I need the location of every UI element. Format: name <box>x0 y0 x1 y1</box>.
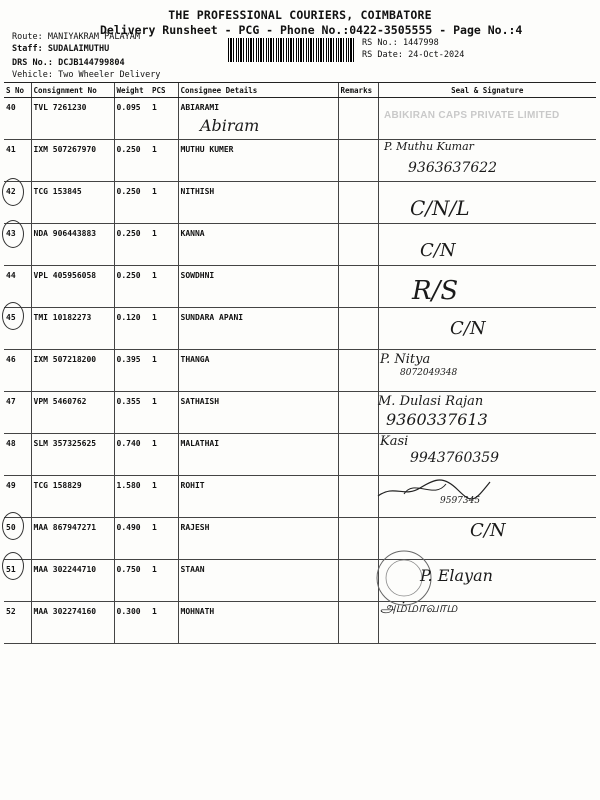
barcode <box>228 38 354 62</box>
cell-pcs: 1 <box>150 182 178 224</box>
rs-no-label: RS No.: <box>362 38 398 48</box>
drs-line <box>12 58 125 68</box>
cell-pcs: 1 <box>150 518 178 560</box>
cell-consignee: SATHAISH <box>178 392 338 434</box>
note-43: C/N <box>420 240 456 261</box>
cell-sno: 46 <box>4 350 31 392</box>
cell-weight: 0.355 <box>114 392 150 434</box>
cell-weight: 0.250 <box>114 266 150 308</box>
cell-seal-signature <box>378 224 596 266</box>
cell-consignment-no: VPL 405956058 <box>31 266 114 308</box>
route-label: Route: <box>12 32 43 42</box>
cell-pcs: 1 <box>150 98 178 140</box>
cell-consignment-no: MAA 302274160 <box>31 602 114 644</box>
col-consignment: Consignment No <box>31 83 114 98</box>
table-row <box>4 518 596 560</box>
signature-47: M. Dulasi Rajan <box>378 394 484 409</box>
note-42: C/N/L <box>410 196 470 220</box>
signature-46: P. Nitya <box>380 352 431 367</box>
cell-seal-signature <box>378 266 596 308</box>
cell-pcs: 1 <box>150 434 178 476</box>
cell-sno: 44 <box>4 266 31 308</box>
cell-weight: 0.490 <box>114 518 150 560</box>
cell-weight: 0.250 <box>114 182 150 224</box>
cell-consignee: STAAN <box>178 560 338 602</box>
note-45: C/N <box>450 318 486 339</box>
cell-consignee: MALATHAI <box>178 434 338 476</box>
cell-sno: 52 <box>4 602 31 644</box>
note-44: R/S <box>412 276 459 306</box>
table-row <box>4 350 596 392</box>
circle-mark-45 <box>2 302 24 330</box>
cell-weight: 0.300 <box>114 602 150 644</box>
cell-weight: 0.395 <box>114 350 150 392</box>
cell-consignment-no: SLM 357325625 <box>31 434 114 476</box>
cell-sno: 41 <box>4 140 31 182</box>
cell-remarks <box>338 476 378 518</box>
cell-pcs: 1 <box>150 308 178 350</box>
cell-consignee: SOWDHNI <box>178 266 338 308</box>
cell-consignment-no: IXM 507218200 <box>31 350 114 392</box>
cell-pcs: 1 <box>150 392 178 434</box>
route-value: MANIYAKRAM PALAYAM <box>47 32 140 42</box>
cell-consignee: ROHIT <box>178 476 338 518</box>
signature-52: அம்மாவாம <box>380 600 458 616</box>
table-row <box>4 602 596 644</box>
cell-pcs: 1 <box>150 350 178 392</box>
cell-consignee: MOHNATH <box>178 602 338 644</box>
cell-pcs: 1 <box>150 476 178 518</box>
cell-sno: 49 <box>4 476 31 518</box>
drs-label: DRS No.: <box>12 58 53 68</box>
col-pcs: PCS <box>150 83 178 98</box>
col-weight: Weight <box>114 83 150 98</box>
cell-weight: 0.095 <box>114 98 150 140</box>
cell-pcs: 1 <box>150 266 178 308</box>
rs-no-value: 1447998 <box>402 38 439 48</box>
runsheet-table <box>4 82 596 644</box>
cell-sno: 47 <box>4 392 31 434</box>
staff-label: Staff: <box>12 44 43 54</box>
cell-remarks <box>338 308 378 350</box>
rs-date-value: 24-Oct-2024 <box>408 50 465 60</box>
cell-consignee: RAJESH <box>178 518 338 560</box>
circle-mark-51 <box>2 552 24 580</box>
scribble-signature-49 <box>374 474 494 504</box>
table-row <box>4 434 596 476</box>
cell-pcs: 1 <box>150 224 178 266</box>
table-header-row <box>4 83 596 98</box>
staff-line <box>12 44 109 54</box>
company-stamp: ABIKIRAN CAPS PRIVATE LIMITED <box>384 110 560 121</box>
cell-consignment-no: MAA 867947271 <box>31 518 114 560</box>
cell-remarks <box>338 182 378 224</box>
cell-weight: 0.750 <box>114 560 150 602</box>
cell-remarks <box>338 434 378 476</box>
runsheet-subtitle: Delivery Runsheet - PCG - Phone No.:0422-3505555 - Page No.:4 <box>100 23 523 37</box>
table-row <box>4 476 596 518</box>
cell-consignee: MUTHU KUMER <box>178 140 338 182</box>
cell-sno: 45 <box>4 308 31 350</box>
cell-sno: 43 <box>4 224 31 266</box>
signature-48: Kasi <box>380 434 409 449</box>
cell-consignment-no: VPM 5460762 <box>31 392 114 434</box>
cell-pcs: 1 <box>150 140 178 182</box>
col-consignee: Consignee Details <box>178 83 338 98</box>
cell-pcs: 1 <box>150 560 178 602</box>
cell-consignment-no: TCG 158829 <box>31 476 114 518</box>
staff-value: SUDALAIMUTHU <box>47 44 110 54</box>
cell-consignment-no: TCG 153845 <box>31 182 114 224</box>
cell-sno: 40 <box>4 98 31 140</box>
cell-weight: 0.120 <box>114 308 150 350</box>
cell-consignment-no: TMI 10182273 <box>31 308 114 350</box>
cell-consignee: ABIARAMI <box>178 98 338 140</box>
signature-41: P. Muthu Kumar <box>384 140 474 153</box>
cell-consignee: SUNDARA APANI <box>178 308 338 350</box>
col-remarks: Remarks <box>338 83 378 98</box>
cell-weight: 0.250 <box>114 140 150 182</box>
rs-date-label: RS Date: <box>362 50 403 60</box>
cell-remarks <box>338 560 378 602</box>
cell-consignment-no: IXM 507267970 <box>31 140 114 182</box>
cell-consignee: THANGA <box>178 350 338 392</box>
phone-41: 9363637622 <box>408 160 498 176</box>
company-title: THE PROFESSIONAL COURIERS, COIMBATORE <box>168 8 432 22</box>
table-row <box>4 392 596 434</box>
cell-sno: 50 <box>4 518 31 560</box>
table-row <box>4 224 596 266</box>
circle-mark-42 <box>2 178 24 206</box>
cell-remarks <box>338 602 378 644</box>
route-line <box>12 32 140 42</box>
cell-weight: 0.250 <box>114 224 150 266</box>
cell-weight: 0.740 <box>114 434 150 476</box>
table-row <box>4 560 596 602</box>
circle-mark-43 <box>2 220 24 248</box>
phone-49: 9597345 <box>440 496 481 506</box>
cell-remarks <box>338 350 378 392</box>
cell-consignee: KANNA <box>178 224 338 266</box>
vehicle-line <box>12 70 160 80</box>
table-row <box>4 266 596 308</box>
cell-pcs: 1 <box>150 602 178 644</box>
phone-47: 9360337613 <box>386 410 488 429</box>
cell-remarks <box>338 140 378 182</box>
handwritten-name-40: Abiram <box>200 116 260 135</box>
cell-consignment-no: TVL 7261230 <box>31 98 114 140</box>
circle-mark-50 <box>2 512 24 540</box>
table-row <box>4 308 596 350</box>
table-row <box>4 182 596 224</box>
cell-sno: 51 <box>4 560 31 602</box>
cell-remarks <box>338 518 378 560</box>
cell-consignment-no: NDA 906443883 <box>31 224 114 266</box>
table-row <box>4 140 596 182</box>
note-50: C/N <box>470 520 506 541</box>
cell-remarks <box>338 224 378 266</box>
cell-remarks <box>338 392 378 434</box>
signature-51: P. Elayan <box>420 566 493 585</box>
phone-48: 9943760359 <box>410 450 500 466</box>
cell-weight: 1.580 <box>114 476 150 518</box>
cell-consignee: NITHISH <box>178 182 338 224</box>
rs-date-line <box>362 50 464 60</box>
vehicle-value: Two Wheeler Delivery <box>58 70 161 80</box>
cell-sno: 48 <box>4 434 31 476</box>
vehicle-label: Vehicle: <box>12 70 53 80</box>
phone-46: 8072049348 <box>400 368 458 378</box>
cell-seal-signature <box>378 308 596 350</box>
cell-remarks <box>338 266 378 308</box>
drs-value: DCJB144799804 <box>58 58 125 68</box>
rs-no-line <box>362 38 439 48</box>
cell-remarks <box>338 98 378 140</box>
cell-sno: 42 <box>4 182 31 224</box>
cell-consignment-no: MAA 302244710 <box>31 560 114 602</box>
col-sno: S No <box>4 83 31 98</box>
col-seal: Seal & Signature <box>378 83 596 98</box>
